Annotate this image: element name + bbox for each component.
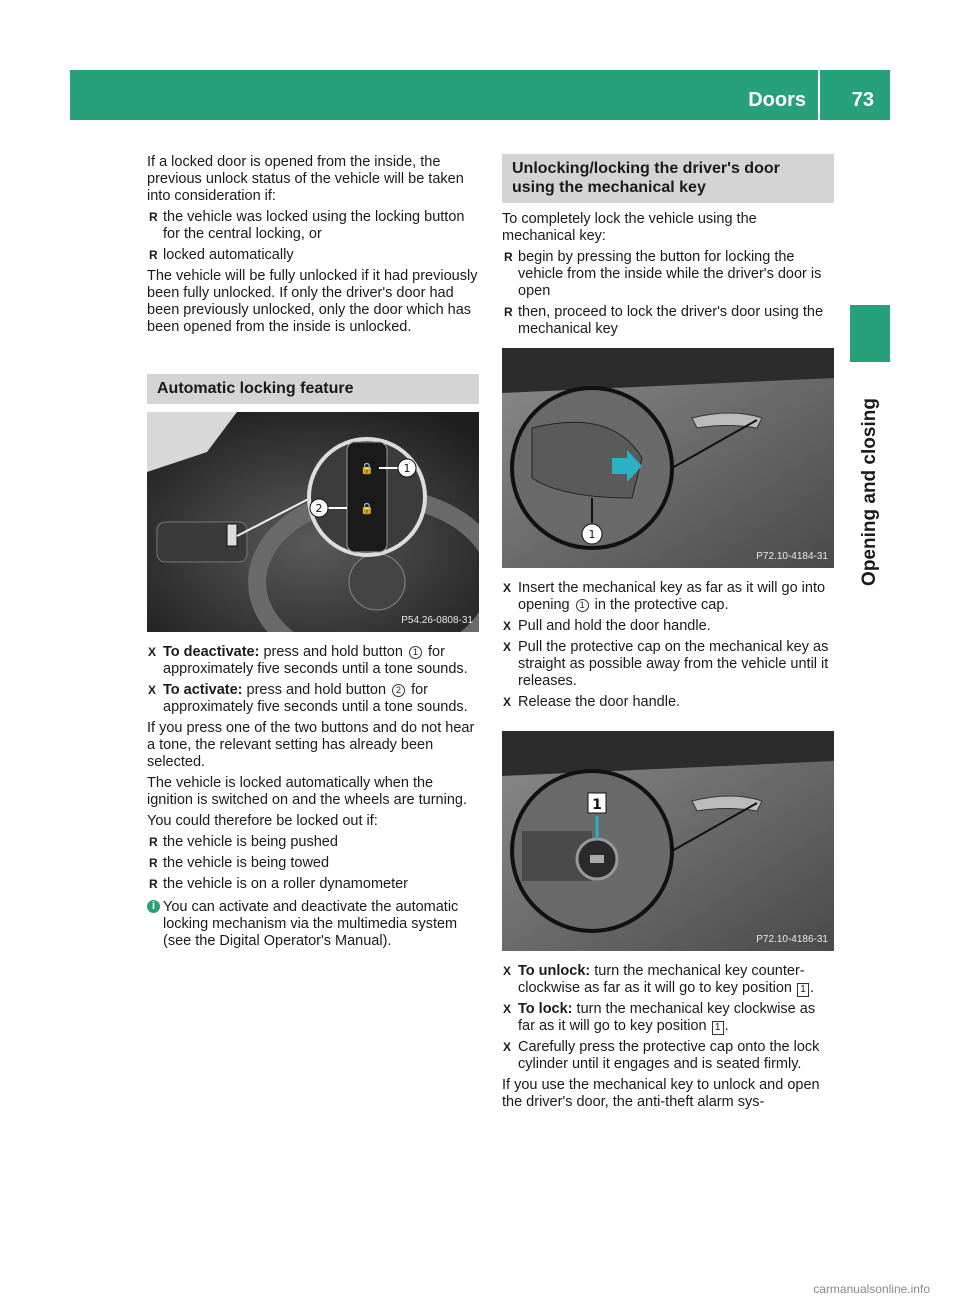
info-text: You can activate and deactivate the automatic locking mechanism via the multimedia system (see the Digital Operator's Manual). [163, 899, 459, 949]
list-item: R the vehicle is on a roller dynamometer [147, 876, 479, 893]
period: . [810, 980, 815, 996]
svg-text:1: 1 [588, 528, 596, 541]
step-deactivate [147, 644, 479, 678]
svg-text:🔒: 🔒 [360, 462, 374, 475]
step-bold: To lock: [518, 1001, 573, 1017]
step-activate [147, 682, 479, 716]
figure-door-handle-1 [502, 348, 834, 568]
left-column [147, 154, 479, 950]
header-bar [70, 70, 890, 120]
callout-number: 1 [409, 646, 422, 659]
svg-text:1: 1 [403, 462, 411, 475]
info-icon: i [147, 900, 160, 913]
key-position-number: 1 [797, 983, 809, 997]
step-text-end: in the protective cap. [590, 597, 729, 613]
figure-label: P54.26-0808-31 [401, 615, 473, 626]
paragraph: The vehicle is locked automatically when the ignition is switched on and the wheels are turning. [147, 775, 467, 808]
callout-number: 1 [576, 599, 589, 612]
paragraph: The vehicle will be fully unlocked if it had previously been fully unlocked. If only the driver's door had been previously unlocked, only the door which has been opened from the inside is unlocked. [147, 268, 478, 335]
intro-paragraph: If a locked door is opened from the inside, the previous unlock status of the vehicle will be taken into consideration if: [147, 154, 464, 204]
list-item: R then, proceed to lock the driver's door using the mechanical key [502, 304, 834, 338]
step-bold: To activate: [163, 682, 243, 698]
period: . [724, 1018, 729, 1034]
svg-text:1: 1 [592, 797, 602, 813]
steering-wheel-illustration [147, 412, 479, 632]
figure-label: P72.10-4186-31 [756, 934, 828, 945]
callout-number: 2 [392, 684, 405, 697]
figure-steering-wheel [147, 412, 479, 632]
list-item: R the vehicle is being towed [147, 855, 479, 872]
paragraph: If you press one of the two buttons and do not hear a tone, the relevant setting has already been selected. [147, 720, 475, 770]
list-item: R begin by pressing the button for locking the vehicle from the inside while the driver's door is open [502, 249, 834, 300]
side-label [850, 377, 890, 607]
step-pull-cap: X Pull the protective cap on the mechanical key as straight as possible away from the vehicle until it releases. [502, 639, 834, 690]
step-insert-key [502, 580, 834, 614]
step-unlock [502, 963, 834, 997]
step-text: Insert the mechanical key as far as it will go into opening [518, 580, 826, 613]
step-lock [502, 1001, 834, 1035]
step-text: turn the mechanical key clockwise as far as it will go to key position [518, 1001, 816, 1034]
right-column [502, 154, 834, 1115]
step-bold: To deactivate: [163, 644, 260, 660]
lock-cylinder-illustration [502, 731, 834, 951]
step-pull-handle: X Pull and hold the door handle. [502, 618, 834, 635]
list-item: R the vehicle is being pushed [147, 834, 479, 851]
info-note [147, 899, 479, 950]
list-item: R locked automatically [147, 247, 479, 264]
watermark: carmanualsonline.info [813, 1282, 930, 1296]
section-heading-automatic-locking: Automatic locking feature [147, 374, 479, 404]
step-text-end: for approximately five seconds until a tone sounds. [163, 644, 468, 677]
list-item: R the vehicle was locked using the locking button for the central locking, or [147, 209, 479, 243]
paragraph: If you use the mechanical key to unlock and open the driver's door, the anti-theft alarm sys- [502, 1077, 820, 1110]
key-position-number: 1 [712, 1021, 724, 1035]
step-text: press and hold button [259, 644, 407, 660]
figure-label: P72.10-4184-31 [756, 551, 828, 562]
step-text: turn the mechanical key counter-clockwise as far as it will go to key position [518, 963, 805, 996]
side-label-text: Opening and closing [859, 398, 880, 586]
section-title: Doors [748, 70, 820, 120]
paragraph: To completely lock the vehicle using the mechanical key: [502, 211, 757, 244]
side-tab [850, 305, 890, 362]
door-handle-illustration [502, 348, 834, 568]
step-press-cap: X Carefully press the protective cap onto the lock cylinder until it engages and is seated firmly. [502, 1039, 834, 1073]
step-text-end: for approximately five seconds until a tone sounds. [163, 682, 468, 715]
page-number: 73 [851, 89, 874, 111]
step-release-handle: X Release the door handle. [502, 694, 834, 711]
step-bold: To unlock: [518, 963, 591, 979]
svg-text:2: 2 [315, 502, 323, 515]
step-text: press and hold button [242, 682, 391, 698]
figure-door-handle-2 [502, 731, 834, 951]
svg-text:🔒: 🔒 [360, 502, 374, 515]
section-heading-mechanical-key: Unlocking/locking the driver's door using the mechanical key [502, 154, 834, 203]
paragraph: You could therefore be locked out if: [147, 813, 378, 829]
